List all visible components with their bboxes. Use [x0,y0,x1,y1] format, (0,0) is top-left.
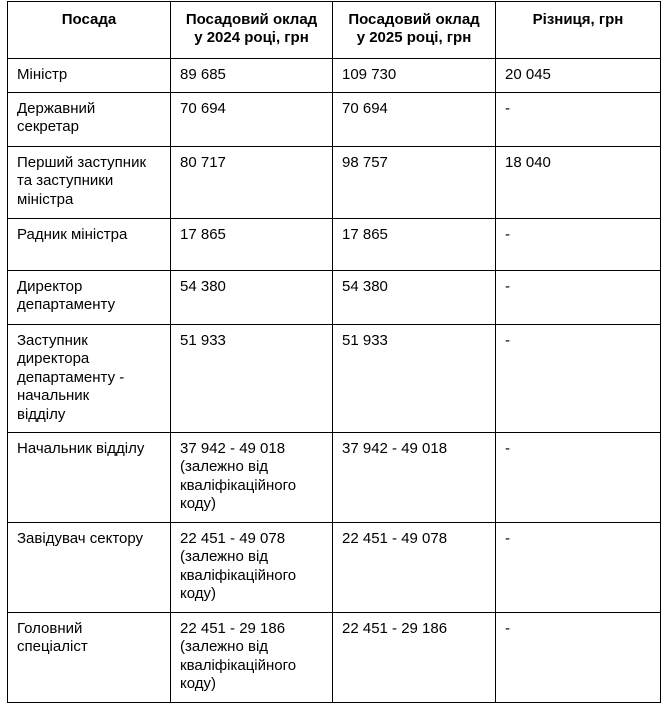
cell-salary-2025: 22 451 - 49 078 [333,523,496,613]
header-salary-2025: Посадовий оклад у 2025 році, грн [333,2,496,59]
table-body [8,59,661,703]
cell-position: Державний секретар [8,93,171,147]
cell-difference: - [496,523,661,613]
cell-salary-2025: 51 933 [333,325,496,433]
cell-position: Завідувач сектору [8,523,171,613]
cell-salary-2025: 22 451 - 29 186 [333,613,496,703]
cell-difference: - [496,325,661,433]
cell-position: Перший заступник та заступники міністра [8,147,171,219]
table-row [8,433,661,523]
header-row [8,2,661,59]
cell-difference: 20 045 [496,59,661,93]
cell-salary-2024: 51 933 [171,325,333,433]
cell-position: Начальник відділу [8,433,171,523]
table-row [8,59,661,93]
cell-salary-2024: 80 717 [171,147,333,219]
cell-salary-2025: 54 380 [333,271,496,325]
cell-salary-2025: 98 757 [333,147,496,219]
cell-salary-2024: 17 865 [171,219,333,271]
cell-position: Заступник директора департаменту - начальник відділу [8,325,171,433]
table-row [8,325,661,433]
cell-salary-2025: 17 865 [333,219,496,271]
header-difference: Різниця, грн [496,2,661,59]
cell-salary-2025: 37 942 - 49 018 [333,433,496,523]
table-row [8,219,661,271]
cell-difference: - [496,93,661,147]
cell-position: Радник міністра [8,219,171,271]
header-position: Посада [8,2,171,59]
cell-salary-2024: 22 451 - 29 186 (залежно від кваліфікаційного коду) [171,613,333,703]
cell-salary-2025: 70 694 [333,93,496,147]
table-row [8,93,661,147]
cell-salary-2024: 37 942 - 49 018 (залежно від кваліфікаційного коду) [171,433,333,523]
table-header [8,2,661,59]
cell-difference: - [496,613,661,703]
cell-position: Директор департаменту [8,271,171,325]
cell-difference: - [496,433,661,523]
header-salary-2024: Посадовий оклад у 2024 році, грн [171,2,333,59]
cell-position: Міністр [8,59,171,93]
table-row [8,271,661,325]
cell-salary-2025: 109 730 [333,59,496,93]
table-row [8,613,661,703]
cell-position: Головний спеціаліст [8,613,171,703]
cell-difference: 18 040 [496,147,661,219]
cell-salary-2024: 70 694 [171,93,333,147]
cell-difference: - [496,219,661,271]
table-row [8,147,661,219]
salary-table [7,1,661,703]
table-row [8,523,661,613]
cell-difference: - [496,271,661,325]
cell-salary-2024: 89 685 [171,59,333,93]
cell-salary-2024: 54 380 [171,271,333,325]
cell-salary-2024: 22 451 - 49 078 (залежно від кваліфікаційного коду) [171,523,333,613]
